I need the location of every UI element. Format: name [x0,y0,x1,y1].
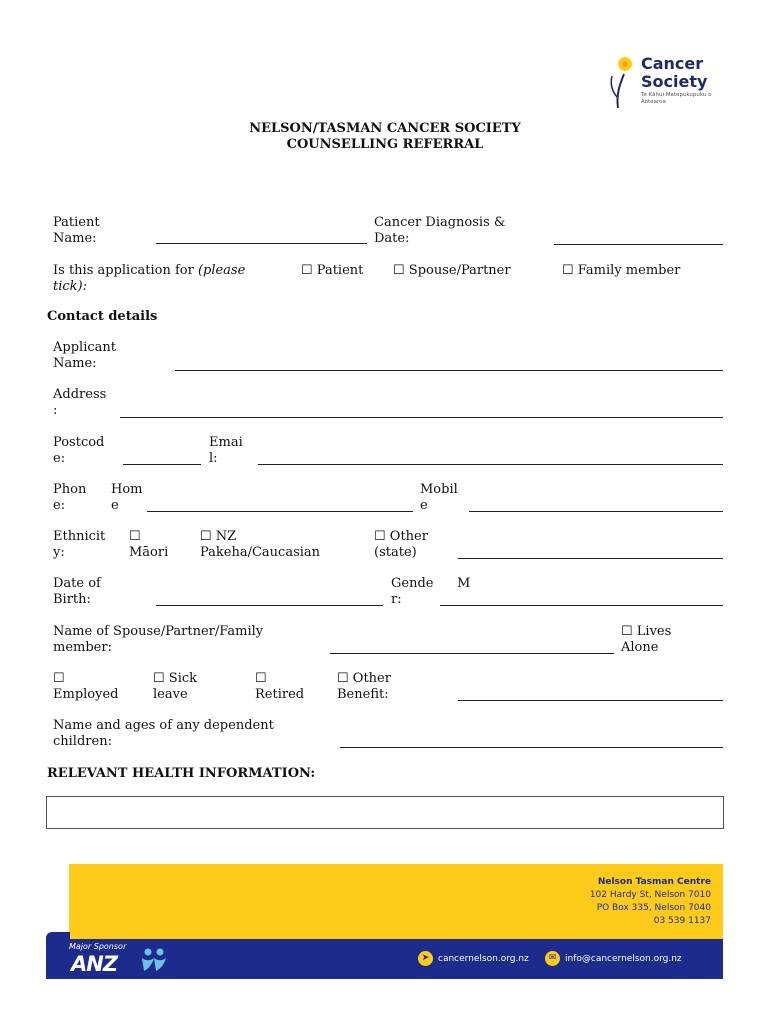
checkbox-lives-alone[interactable]: ☐ Lives Alone [621,624,672,655]
daffodil-icon [608,54,638,110]
applicant-name-field[interactable] [175,370,723,371]
email-label: Emai l: [209,435,243,466]
centre-title: Nelson Tasman Centre [597,877,711,887]
health-info-heading: RELEVANT HEALTH INFORMATION: [47,766,316,781]
checkbox-family-member[interactable]: ☐ Family member [562,263,681,278]
centre-phone: 03 539 1137 [653,916,711,926]
form-subtitle: COUNSELLING REFERRAL [286,137,484,152]
dob-field[interactable] [156,605,383,606]
phone-home-label: Hom e [111,482,143,513]
spouse-name-label: Name of Spouse/Partner/Family member: [53,624,264,655]
centre-pobox: PO Box 335, Nelson 7040 [596,903,711,913]
website-link[interactable]: cancernelson.org.nz [438,954,529,964]
application-question: Is this application for (please tick): [53,263,246,294]
form-title: NELSON/TASMAN CANCER SOCIETY [249,121,521,136]
diagnosis-field[interactable] [554,244,723,245]
checkbox-nz-pakeha[interactable]: ☐ NZ Pakeha/Caucasian [200,529,321,560]
checkbox-maori[interactable]: ☐ Māori [129,529,169,560]
logo-word-cancer: Cancer [641,54,704,73]
children-field[interactable] [340,747,723,748]
checkbox-patient[interactable]: ☐ Patient [301,263,364,278]
other-benefit-field[interactable] [458,700,723,701]
ethnicity-label: Ethnicit y: [53,529,106,560]
patient-name-field[interactable] [156,243,367,244]
checkbox-retired[interactable]: ☐ Retired [255,671,305,702]
checkbox-ethnicity-other[interactable]: ☐ Other (state) [374,529,428,560]
anz-logo-text: ANZ [71,952,118,976]
spouse-name-field[interactable] [330,653,614,654]
contact-details-heading: Contact details [47,309,158,324]
logo-tagline: Te Kāhui Matepukupuku o Aotearoa [641,92,712,105]
major-sponsor-label: Major Sponsor [69,942,127,951]
cancer-society-logo [608,52,728,112]
email-field[interactable] [258,464,723,465]
address-field[interactable] [120,417,723,418]
phone-home-field[interactable] [147,511,413,512]
logo-word-society: Society [641,72,708,91]
checkbox-other-benefit[interactable]: ☐ Other Benefit: [337,671,391,702]
checkbox-sick-leave[interactable]: ☐ Sick leave [153,671,198,702]
gender-label: Gende r: [391,576,434,607]
anz-people-icon [140,947,168,973]
applicant-name-label: Applicant Name: [53,340,116,371]
gender-field[interactable] [440,605,723,606]
patient-name-label: Patient Name: [53,215,100,246]
email-link[interactable]: info@cancernelson.org.nz [565,954,682,964]
dob-label: Date of Birth: [53,576,101,607]
email-icon: ✉ [545,951,560,966]
gender-value: M [457,576,471,591]
address-label: Address : [53,387,107,418]
phone-mobile-field[interactable] [469,511,723,512]
checkbox-spouse-partner[interactable]: ☐ Spouse/Partner [393,263,511,278]
postcode-label: Postcod e: [53,435,105,466]
health-info-textbox[interactable] [46,796,724,829]
cursor-icon: ➤ [418,951,433,966]
checkbox-employed[interactable]: ☐ Employed [53,671,119,702]
phone-label: Phon e: [53,482,87,513]
diagnosis-label: Cancer Diagnosis & Date: [374,215,506,246]
postcode-field[interactable] [123,464,201,465]
phone-mobile-label: Mobil e [420,482,458,513]
centre-street: 102 Hardy St, Nelson 7010 [589,890,711,900]
children-label: Name and ages of any dependent children: [53,718,274,749]
ethnicity-other-field[interactable] [458,558,723,559]
centre-address-block [590,876,711,928]
